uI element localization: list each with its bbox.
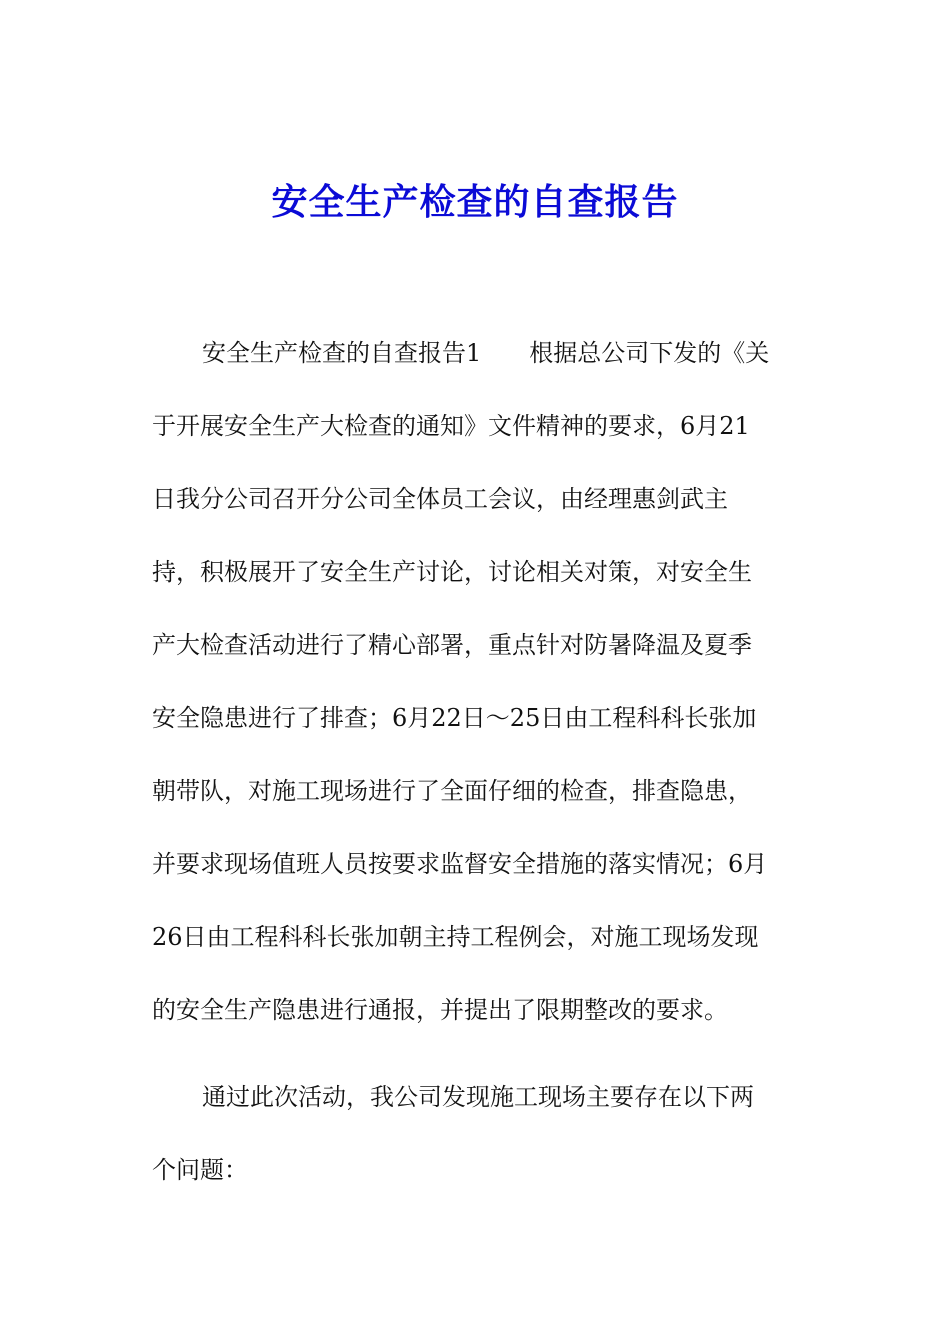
paragraph-line: 朝带队，对施工现场进行了全面仔细的检查，排查隐患， xyxy=(152,777,752,805)
paragraph-line: 通过此次活动，我公司发现施工现场主要存在以下两 xyxy=(202,1083,754,1111)
paragraph-line: 安全生产检查的自查报告1 根据总公司下发的《关 xyxy=(202,339,770,367)
paragraph-line: 于开展安全生产大检查的通知》文件精神的要求，6月21 xyxy=(152,412,750,440)
paragraph-line: 日我分公司召开分公司全体员工会议，由经理惠剑武主 xyxy=(152,485,728,513)
paragraph-line: 个问题： xyxy=(152,1156,248,1184)
paragraph-line: 的安全生产隐患进行通报，并提出了限期整改的要求。 xyxy=(152,996,728,1024)
paragraph-line: 产大检查活动进行了精心部署，重点针对防暑降温及夏季 xyxy=(152,631,752,659)
paragraph-line: 并要求现场值班人员按要求监督安全措施的落实情况；6月 xyxy=(152,850,768,878)
paragraph-line: 26日由工程科科长张加朝主持工程例会，对施工现场发现 xyxy=(152,923,759,951)
document-title: 安全生产检查的自查报告 xyxy=(271,182,679,223)
paragraph-line: 安全隐患进行了排查；6月22日～25日由工程科科长张加 xyxy=(152,704,757,732)
paragraph-line: 持，积极展开了安全生产讨论，讨论相关对策，对安全生 xyxy=(152,558,752,586)
